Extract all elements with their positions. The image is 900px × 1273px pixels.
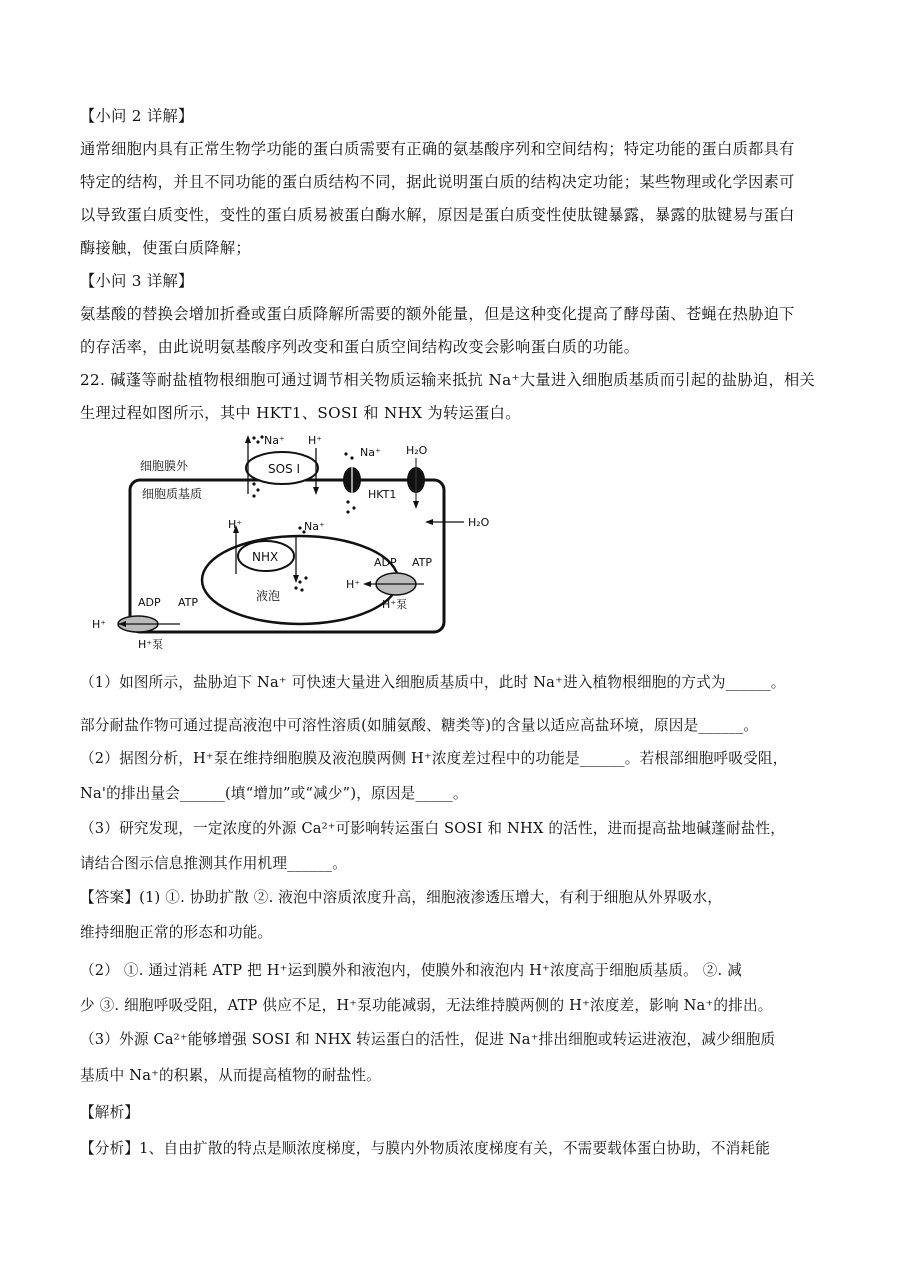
answer-line: 【答案】(1) ①. 协助扩散 ②. 液泡中溶质浓度升高，细胞液渗透压增大，有利于细胞从外界吸水，	[80, 889, 723, 906]
text-line: 部分耐盐作物可通过提高液泡中可溶性溶质(如脯氨酸、糖类等)的含量以适应高盐环境，原因是______。	[80, 717, 759, 734]
h-nhx-label: H⁺	[228, 518, 243, 531]
text-line: 酶接触，使蛋白质降解；	[80, 239, 251, 257]
pump-membrane-label: H⁺泵	[138, 638, 164, 651]
na-hkt1-label: Na⁺	[360, 446, 381, 459]
text-line: 氨基酸的替换会增加折叠或蛋白质降解所需要的额外能量，但是这种变化提高了酵母菌、苍蝇在热胁迫下	[80, 305, 795, 323]
text-line: 生理过程如图所示，其中 HKT1、SOSI 和 NHX 为转运蛋白。	[80, 404, 521, 422]
text-line: 少 ③. 细胞呼吸受阻，ATP 供应不足，H⁺泵功能减弱，无法维持膜两侧的 H⁺浓度差，影响 Na⁺的排出。	[80, 997, 773, 1014]
text-line: 【小问 2 详解】	[80, 107, 194, 125]
vacuole-label: 液泡	[256, 589, 281, 603]
text-line: 的存活率，由此说明氨基酸序列改变和蛋白质空间结构改变会影响蛋白质的功能。	[80, 338, 640, 356]
atp-vacuole-label: ATP	[412, 556, 433, 569]
hkt1-label: HKT1	[368, 488, 397, 501]
text-line: 通常细胞内具有正常生物学功能的蛋白质需要有正确的氨基酸序列和空间结构；特定功能的蛋白质都具有	[80, 140, 795, 158]
na-out-label: Na⁺	[264, 434, 285, 447]
text-line: 特定的结构，并且不同功能的蛋白质结构不同，据此说明蛋白质的结构决定功能；某些物理或化学因素可	[80, 173, 795, 191]
text-line: 以导致蛋白质变性，变性的蛋白质易被蛋白酶水解，原因是蛋白质变性使肽键暴露，暴露的肽键易与蛋白	[80, 206, 795, 224]
cell-transport-diagram	[90, 432, 510, 657]
na-nhx-label: Na⁺	[304, 520, 325, 533]
text-line: Na'的排出量会______(填“增加”或“减少”)，原因是_____。	[80, 785, 468, 802]
answer-2-line: （2） ①. 通过消耗 ATP 把 H⁺运到膜外和液泡内，使膜外和液泡内 H⁺浓度高于细胞质基质。 ②. 减	[80, 962, 743, 979]
text-line: 请结合图示信息推测其作用机理______。	[80, 855, 347, 872]
cytoplasm-label: 细胞质基质	[142, 487, 203, 501]
answer-3-line: （3）外源 Ca²⁺能够增强 SOSI 和 NHX 转运蛋白的活性，促进 Na⁺排出细胞或转运进液泡，减少细胞质	[80, 1031, 776, 1048]
vacuole	[202, 536, 398, 624]
pump-vacuole-label: H⁺泵	[382, 598, 408, 611]
atp-membrane-label: ATP	[178, 596, 199, 609]
adp-vacuole-label: ADP	[374, 556, 397, 569]
question-3-line: （3）研究发现，一定浓度的外源 Ca²⁺可影响转运蛋白 SOSI 和 NHX 的活性，进而提高盐地碱蓬耐盐性，	[80, 820, 786, 837]
question-1-line: （1）如图所示，盐胁迫下 Na⁺ 可快速大量进入细胞质基质中，此时 Na⁺进入植物根细胞的方式为______。	[80, 674, 786, 691]
question-2-line: （2）据图分析，H⁺泵在维持细胞膜及液泡膜两侧 H⁺浓度差过程中的功能是______。若根部细胞呼吸受阻，	[80, 750, 788, 767]
text-line: 维持细胞正常的形态和功能。	[80, 924, 273, 941]
outside-label: 细胞膜外	[140, 459, 189, 473]
h-membrane-label: H⁺	[92, 618, 107, 631]
h2o-top-label: H₂O	[406, 444, 428, 457]
adp-membrane-label: ADP	[138, 596, 161, 609]
analysis-line: 【分析】1、自由扩散的特点是顺浓度梯度，与膜内外物质浓度梯度有关，不需要载体蛋白协助，不消耗能	[80, 1140, 771, 1157]
analysis-heading: 【解析】	[80, 1104, 140, 1121]
text-line: 基质中 Na⁺的积累，从而提高植物的耐盐性。	[80, 1067, 381, 1084]
nhx-label: NHX	[252, 550, 279, 564]
h-sos1-label: H⁺	[308, 434, 323, 447]
na-dots-in	[252, 482, 259, 497]
text-line: 【小问 3 详解】	[80, 272, 194, 290]
h-vacuole-label: H⁺	[346, 578, 361, 591]
na-dots-out	[252, 435, 263, 443]
h2o-right-label: H₂O	[468, 516, 490, 529]
sos1-label: SOS I	[268, 462, 301, 476]
question-22-line: 22. 碱蓬等耐盐植物根细胞可通过调节相关物质运输来抵抗 Na⁺大量进入细胞质基质而引起的盐胁迫，相关	[80, 371, 816, 389]
